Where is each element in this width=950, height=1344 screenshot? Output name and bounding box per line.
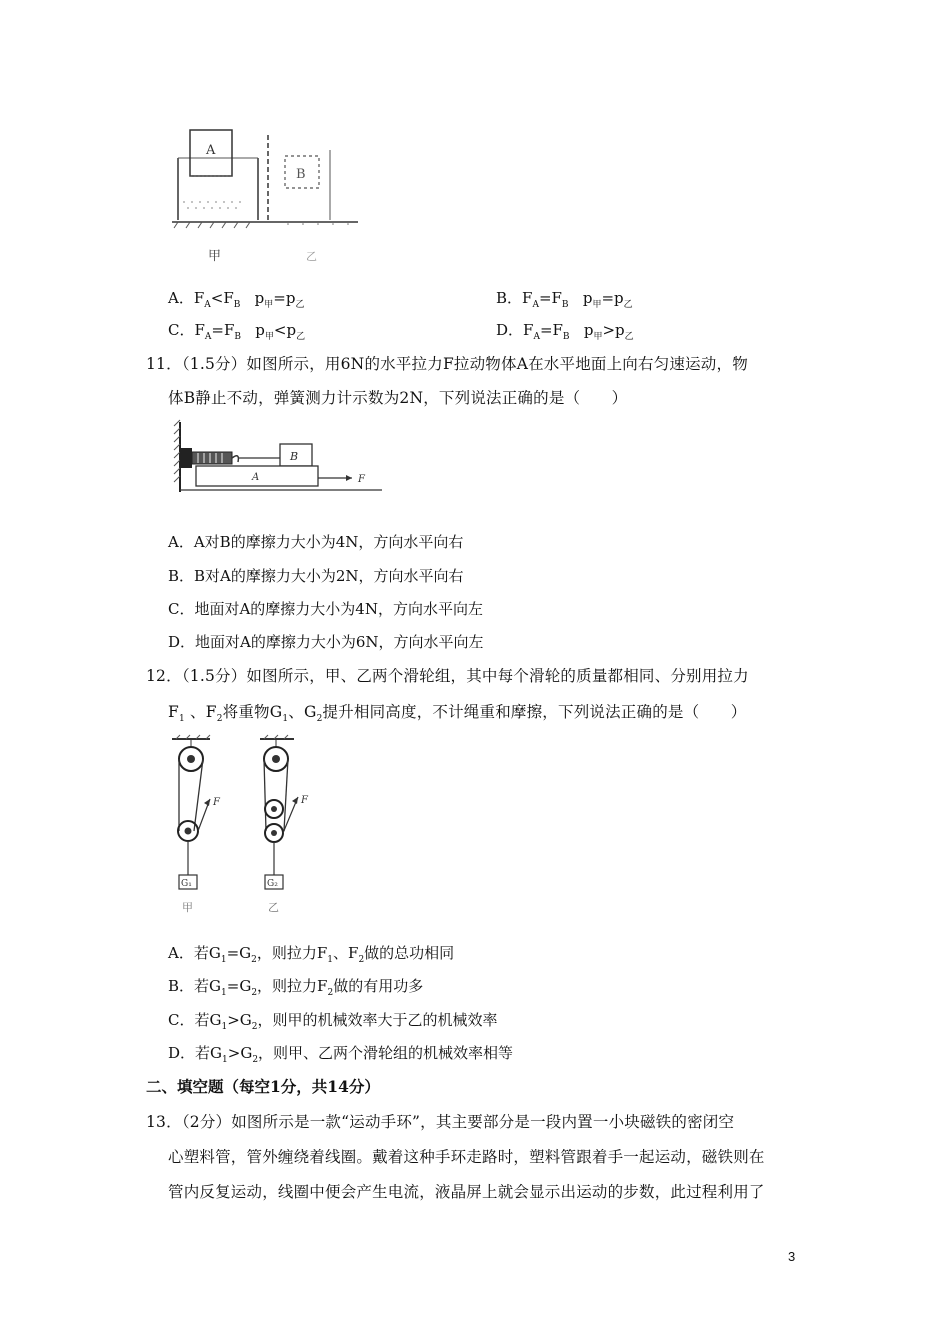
page-number: 3: [788, 1249, 796, 1264]
q12-label-g2: G₂: [267, 879, 278, 889]
q12-option-a: A．若$G_1=G_2$，则拉力$F_1$、$F_2$做的总功相同: [168, 944, 455, 965]
q12-figure: [166, 735, 336, 915]
q10-option-b: B．$F_A=F_B$ $p_甲=p_乙$: [496, 289, 633, 310]
q11-option-d: D．地面对A的摩擦力大小为6N，方向水平向左: [168, 633, 484, 651]
q11-option-a: A．A对B的摩擦力大小为4N，方向水平向右: [168, 533, 464, 551]
q11-label-a: A: [252, 472, 260, 483]
q10-label-jia: 甲: [208, 249, 222, 264]
q12-label-f2: F: [301, 795, 308, 806]
q11-stem-line1: 11．（1.5分）如图所示，用6N的水平拉力F拉动物体A在水平地面上向右匀速运动，物: [146, 355, 748, 373]
q11-option-c: C．地面对A的摩擦力大小为4N，方向水平向左: [168, 600, 483, 618]
q12-label-f1: F: [213, 797, 220, 808]
q11-option-b: B．B对A的摩擦力大小为2N，方向水平向右: [168, 567, 464, 585]
q12-option-d: D．若$G_1>G_2$，则甲、乙两个滑轮组的机械效率相等: [168, 1044, 514, 1065]
q11-figure: [172, 420, 392, 500]
q10-figure: [168, 120, 368, 265]
q12-label-yi: 乙: [268, 901, 279, 914]
q12-option-b: B．若$G_1=G_2$，则拉力$F_2$做的有用功多: [168, 977, 424, 998]
q10-option-c: C．$F_A=F_B$ $p_甲<p_乙$: [168, 321, 306, 342]
q11-label-f: F: [358, 474, 365, 485]
q10-label-a: A: [206, 143, 216, 158]
q13-stem-line3: 管内反复运动，线圈中便会产生电流，液晶屏上就会显示出运动的步数，此过程利用了: [168, 1183, 765, 1201]
q12-option-c: C．若$G_1>G_2$，则甲的机械效率大于乙的机械效率: [168, 1011, 498, 1032]
q13-stem-line1: 13．（2分）如图所示是一款“运动手环”，其主要部分是一段内置一小块磁铁的密闭空: [146, 1113, 735, 1131]
section-heading-fill-blank: 二、填空题（每空1分，共14分）: [146, 1077, 380, 1096]
q10-option-d: D．$F_A=F_B$ $p_甲>p_乙$: [496, 321, 634, 342]
q12-stem-line1: 12．（1.5分）如图所示，甲、乙两个滑轮组，其中每个滑轮的质量都相同、分别用拉力: [146, 667, 749, 685]
q10-option-a: A．$F_A<F_B$ $p_甲=p_乙$: [168, 289, 305, 310]
q12-label-jia: 甲: [182, 901, 193, 914]
q10-label-b: B: [296, 167, 306, 182]
q12-stem-line2: $F_1$ 、$F_2$将重物$G_1$、$G_2$提升相同高度，不计绳重和摩擦，下列说法正确的是（ ）: [168, 703, 747, 725]
q13-stem-line2: 心塑料管，管外缠绕着线圈。戴着这种手环走路时，塑料管跟着手一起运动，磁铁则在: [168, 1148, 765, 1166]
q10-label-yi: 乙: [306, 250, 317, 263]
q11-stem-line2: 体B静止不动，弹簧测力计示数为2N，下列说法正确的是（ ）: [168, 389, 628, 407]
q12-label-g1: G₁: [181, 879, 192, 889]
q11-label-b: B: [290, 450, 299, 463]
